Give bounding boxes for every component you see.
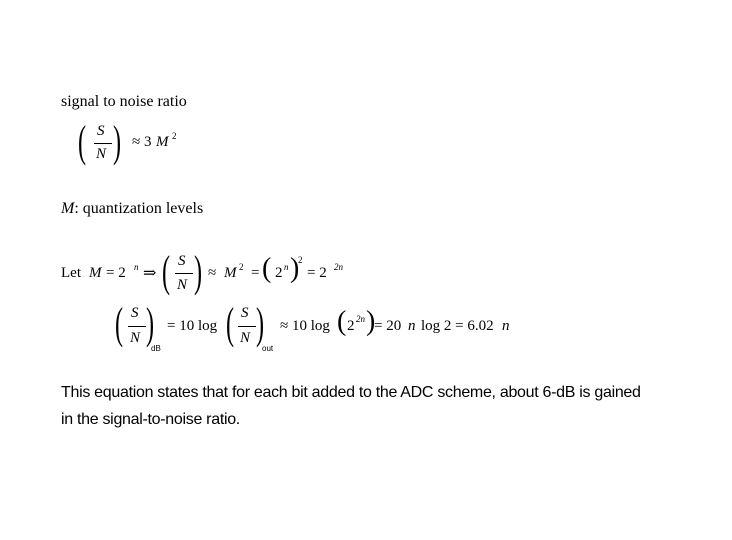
equals-sign: = bbox=[251, 265, 260, 281]
right-paren: ) bbox=[113, 117, 122, 166]
definition-text: : quantization levels bbox=[74, 200, 204, 217]
exponent-n: n bbox=[134, 262, 139, 272]
exponent-2n: 2n bbox=[334, 262, 343, 272]
right-paren: ) bbox=[256, 299, 265, 348]
log2-equals: log 2 = 6.02 bbox=[421, 318, 494, 334]
base-2: 2 bbox=[347, 318, 355, 334]
fraction-numerator: S bbox=[241, 305, 249, 321]
approx-sign: ≈ bbox=[208, 265, 217, 281]
right-paren: ) bbox=[290, 253, 300, 284]
exponent-2: 2 bbox=[172, 131, 177, 141]
fraction-numerator: S bbox=[97, 123, 105, 139]
equals-20: = 20 bbox=[374, 318, 402, 334]
approx-10log: ≈ 10 log bbox=[280, 318, 330, 334]
right-paren: ) bbox=[146, 299, 155, 348]
left-paren: ( bbox=[226, 299, 235, 348]
right-paren: ) bbox=[194, 247, 203, 296]
var-m: M bbox=[156, 134, 169, 150]
fraction-numerator: S bbox=[131, 305, 139, 321]
exponent-2: 2 bbox=[298, 255, 303, 265]
exponent-2n: 2n bbox=[356, 314, 365, 324]
var-m: M bbox=[61, 200, 75, 217]
fraction-denominator: N bbox=[130, 330, 141, 346]
base-2: 2 bbox=[275, 265, 283, 281]
var-m: M bbox=[89, 265, 102, 281]
fraction-numerator: S bbox=[178, 253, 186, 269]
fraction-denominator: N bbox=[177, 277, 188, 293]
fraction-bar bbox=[238, 326, 256, 327]
definition-m bbox=[61, 200, 203, 218]
left-paren: ( bbox=[337, 306, 347, 337]
equals-2: = 2 bbox=[307, 265, 327, 281]
heading-signal-to-noise: signal to noise ratio bbox=[61, 93, 187, 110]
conclusion-line-1: This equation states that for each bit added to the ADC scheme, about 6-dB is gained bbox=[61, 384, 641, 401]
var-n: n bbox=[408, 318, 416, 334]
left-paren: ( bbox=[115, 299, 124, 348]
subscript-db: dB bbox=[151, 344, 161, 353]
fraction-denominator: N bbox=[96, 146, 107, 162]
approx-3: ≈ 3 bbox=[132, 134, 152, 150]
conclusion-line-2: in the signal-to-noise ratio. bbox=[61, 411, 240, 428]
fraction-denominator: N bbox=[240, 330, 251, 346]
left-paren: ( bbox=[262, 253, 272, 284]
exponent-2: 2 bbox=[239, 262, 244, 272]
fraction-bar bbox=[175, 273, 193, 274]
let-word: Let bbox=[61, 265, 81, 281]
right-paren: ) bbox=[366, 306, 376, 337]
fraction-bar bbox=[128, 326, 146, 327]
var-m: M bbox=[224, 265, 237, 281]
equals-2: = 2 bbox=[106, 265, 126, 281]
left-paren: ( bbox=[162, 247, 171, 296]
subscript-out: out bbox=[262, 344, 274, 353]
var-n: n bbox=[502, 318, 510, 334]
fraction-bar bbox=[94, 143, 112, 144]
implies-arrow: ⇒ bbox=[143, 265, 157, 282]
equals-10log: = 10 log bbox=[167, 318, 218, 334]
left-paren: ( bbox=[78, 117, 87, 166]
exponent-n: n bbox=[284, 262, 289, 272]
